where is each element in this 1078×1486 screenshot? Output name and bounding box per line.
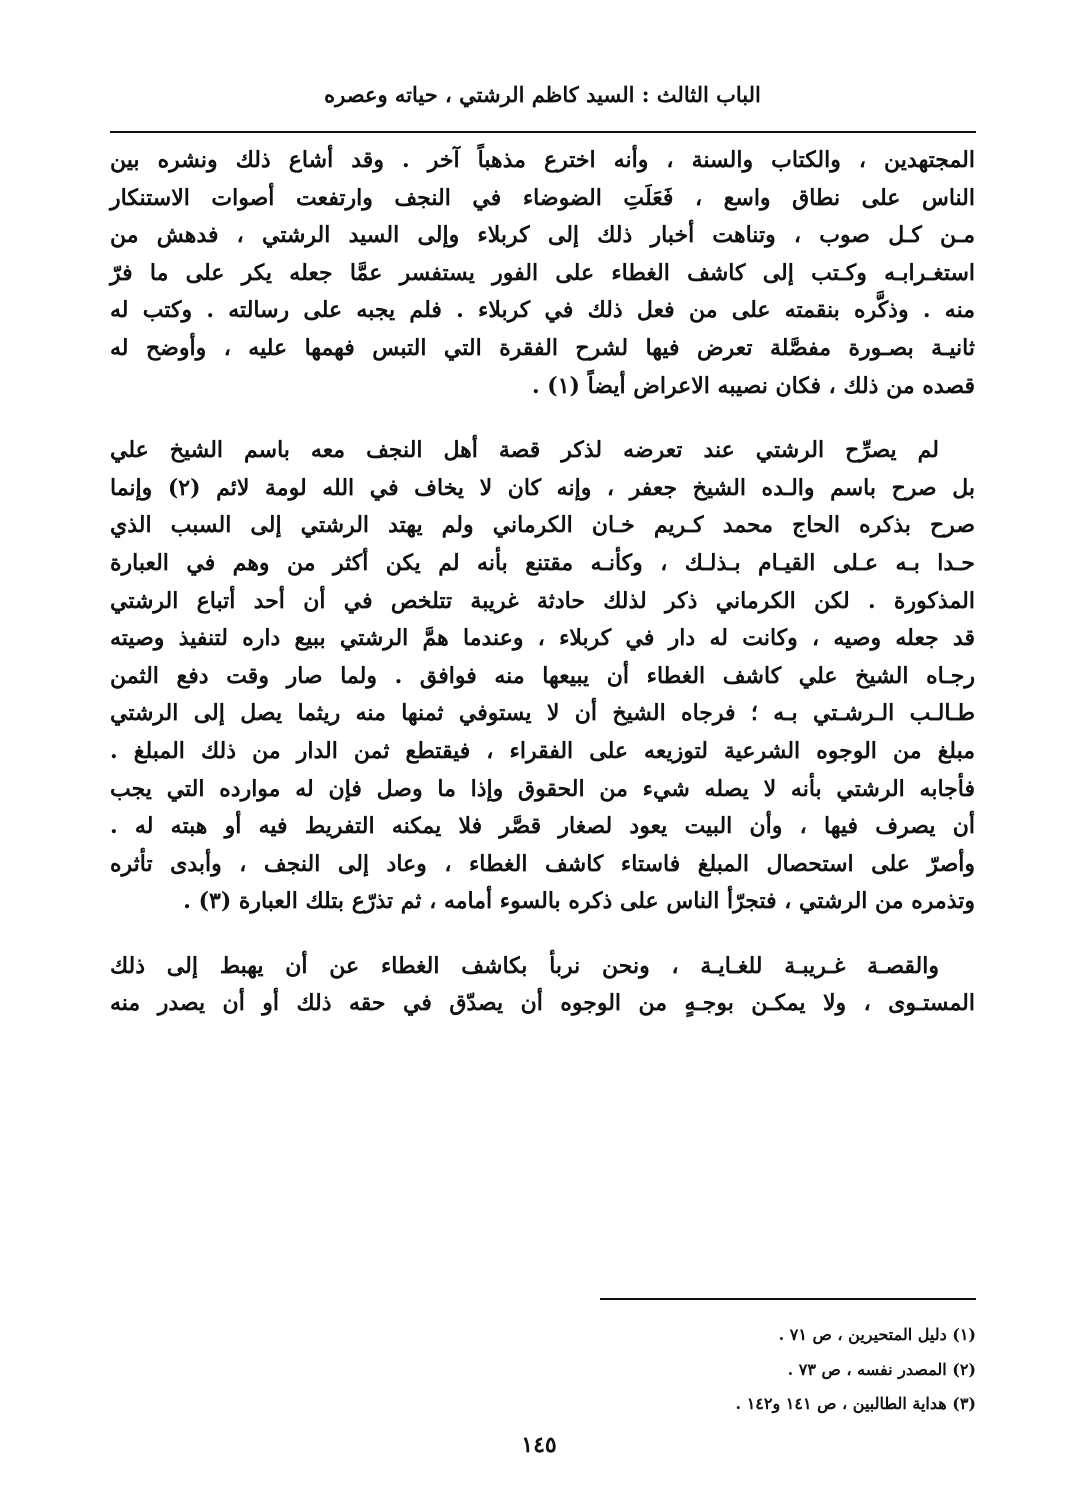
text-line: وتذمره من الرشتي ، فتجرّأ الناس على ذكره بالسوء أمامه ، ثم تذرّع بتلك العبارة (٣) . xyxy=(183,888,975,915)
text-line: طـالـب الـرشـتي بـه ؛ فرجاه الشيخ أن لا يستوفي ثمنها منه ريثما يصل إلى الرشتي xyxy=(110,700,975,727)
text-line: منه . وذكَّره بنقمته على من فعل ذلك في كربلاء . فلم يجبه على رسالته . وكتب له xyxy=(110,297,975,324)
text-line: الناس على نطاق واسع ، فَعَلَتِ الضوضاء في النجف وارتفعت أصوات الاستنكار xyxy=(110,184,975,211)
footnotes xyxy=(736,1318,976,1422)
body-text xyxy=(110,142,975,1050)
text-line: ثانيـة بصـورة مفصَّلة تعرض فيها لشرح الفقرة التي التبس فهمها عليه ، وأوضح له xyxy=(110,334,975,361)
text-line: لم يصرِّح الرشتي عند تعرضه لذكر قصة أهل النجف معه باسم الشيخ علي xyxy=(110,437,939,464)
running-header: الباب الثالث : السيد كاظم الرشتي ، حياته وعصره xyxy=(324,82,761,107)
text-line: بل صرح باسم والـده الشيخ جعفر ، وإنه كان لا يخاف في الله لومة لائم (٢) وإنما xyxy=(110,474,975,501)
text-line: أن يصرف فيها ، وأن البيت يعود لصغار قصَّر فلا يمكنه التفريط فيه أو هبته له . xyxy=(110,813,975,840)
text-line: مبلغ من الوجوه الشرعية لتوزيعه على الفقراء ، فيقتطع ثمن الدار من ذلك المبلغ . xyxy=(110,737,975,764)
header-divider xyxy=(110,131,976,133)
text-line: حـدا بـه عـلى القيـام بـذلـك ، وكأنـه مقتنع بأنه لم يكن أكثر من وهم في العبارة xyxy=(110,549,975,576)
text-line: وأصرّ على استحصال المبلغ فاستاء كاشف الغطاء ، وعاد إلى النجف ، وأبدى تأثره xyxy=(110,850,975,877)
text-line: استغـرابـه وكـتب إلى كاشف الغطاء على الفور يستفسر عمَّا جعله يكر على ما فرّ xyxy=(110,259,975,286)
paragraph-2 xyxy=(110,432,975,921)
text-line: قصده من ذلك ، فكان نصيبه الاعراض أيضاً (١) . xyxy=(531,372,975,399)
text-line: والقصـة غـريبـة للغـايـة ، ونحن نربأ بكاشف الغطاء عن أن يهبط إلى ذلك xyxy=(110,952,939,979)
text-line: قد جعله وصيه ، وكانت له دار في كربلاء ، وعندما همَّ الرشتي ببيع داره لتنفيذ وصيته xyxy=(110,625,975,652)
text-line: رجـاه الشيخ علي كاشف الغطاء أن يبيعها منه فوافق . ولما صار وقت دفع الثمن xyxy=(110,662,975,689)
footnote-2: (٢) المصدر نفسه ، ص ٧٣ . xyxy=(787,1359,976,1379)
paragraph-1 xyxy=(110,142,975,405)
footnote-divider xyxy=(600,1298,976,1300)
text-line: المستـوى ، ولا يمكـن بوجـهٍ من الوجوه أن يصدّق في حقه ذلك أو أن يصدر منه xyxy=(110,990,975,1017)
text-line: المذكورة . لكن الكرماني ذكر لذلك حادثة غريبة تتلخص في أن أحد أتباع الرشتي xyxy=(110,587,975,614)
text-line: المجتهدين ، والكتاب والسنة ، وأنه اخترع مذهباً آخر . وقد أشاع ذلك ونشره بين xyxy=(110,147,975,173)
footnote-3: (٣) هداية الطالبين ، ص ١٤١ و١٤٢ . xyxy=(735,1394,976,1413)
footnote-1: (١) دليل المتحيرين ، ص ٧١ . xyxy=(778,1325,976,1344)
text-line: مـن كـل صوب ، وتناهت أخبار ذلك إلى كربلاء وإلى السيد الرشتي ، فدهش من xyxy=(110,222,975,249)
page-number: ١٤٥ xyxy=(521,1432,557,1458)
text-line: صرح بذكره الحاج محمد كـريم خـان الكرماني ولم يهتد الرشتي إلى السبب الذي xyxy=(110,512,975,539)
text-line: فأجابه الرشتي بأنه لا يصله شيء من الحقوق وإذا ما وصل فإن له موارده التي يجب xyxy=(110,775,975,802)
paragraph-3 xyxy=(110,948,975,1023)
